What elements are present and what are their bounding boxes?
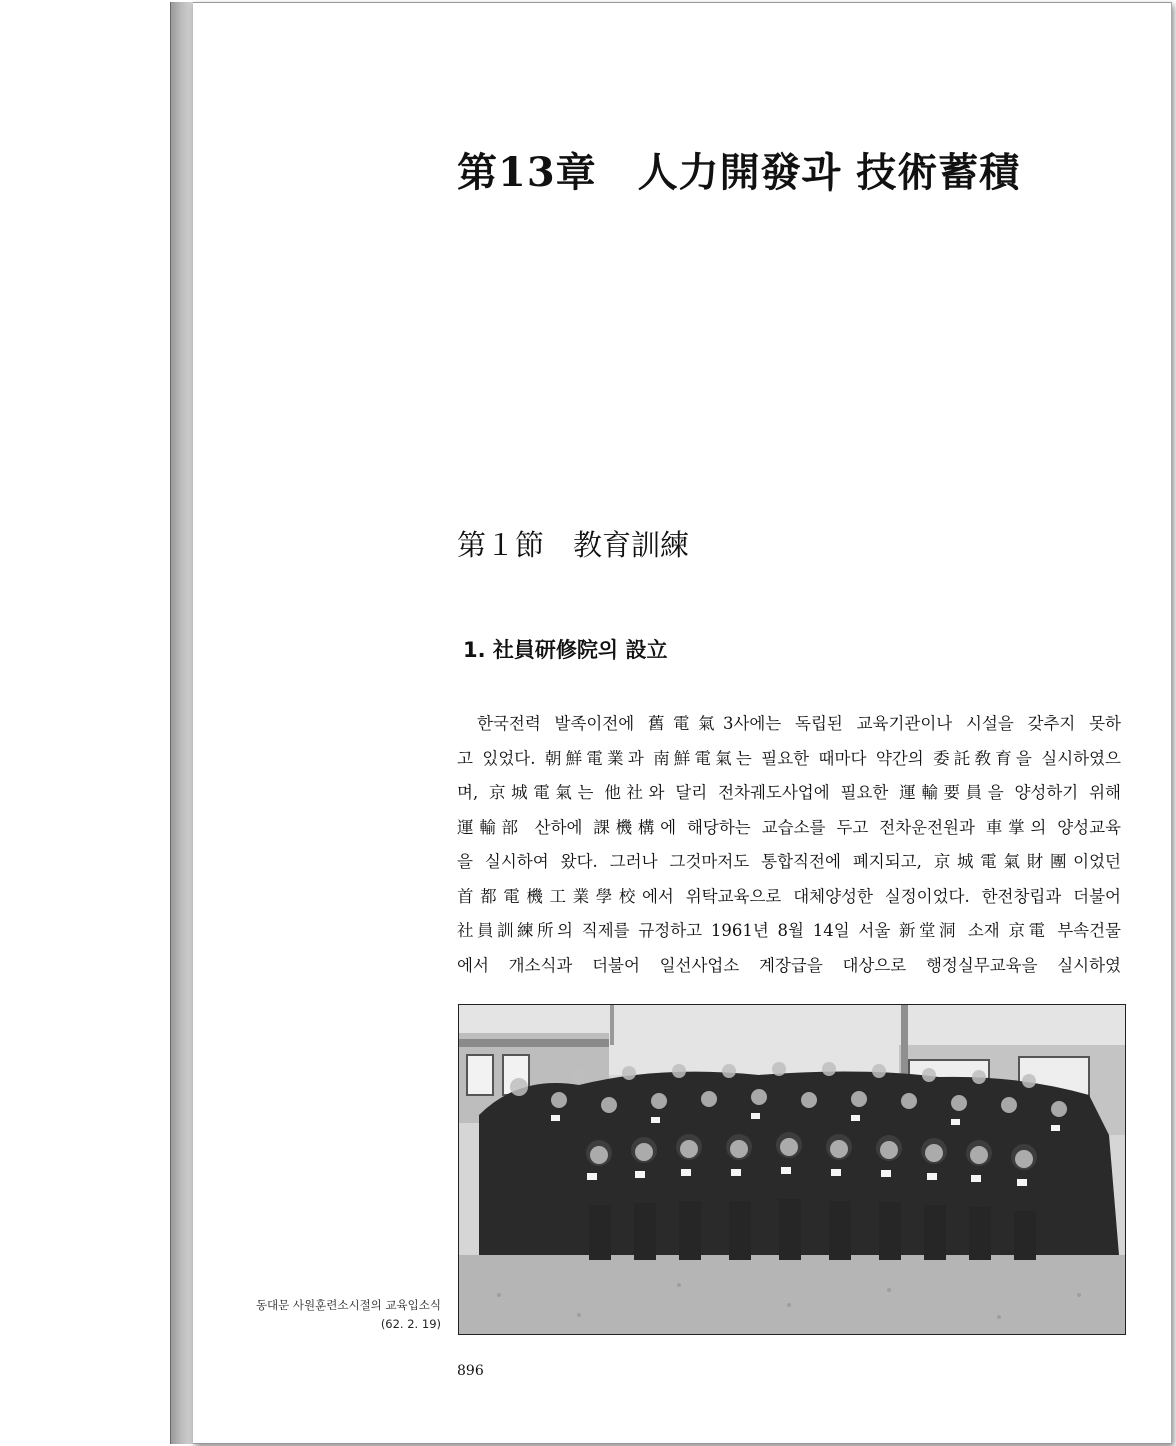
subsection-title: 1. 社員研修院의 設立 xyxy=(463,638,668,662)
body-line: 며, 京城電氣는 他社와 달리 전차궤도사업에 필요한 運輸要員을 양성하기 위해 xyxy=(457,783,1121,802)
body-line: 首都電機工業學校에서 위탁교육으로 대체양성한 실정이었다. 한전창립과 더불어 xyxy=(457,886,1121,906)
chapter-title: 第13章 人力開發과 技術蓄積 xyxy=(457,149,1021,196)
page-number: 896 xyxy=(457,1363,484,1379)
body-line: 고 있었다. 朝鮮電業과 南鮮電氣는 필요한 때마다 약간의 委託敎育을 실시하였으 xyxy=(457,748,1121,768)
body-line: 에서 개소식과 더불어 일선사업소 계장급을 대상으로 행정실무교육을 실시하였 xyxy=(457,955,1121,975)
caption-date: (62. 2. 19) xyxy=(380,1317,441,1331)
body-line: 을 실시하여 왔다. 그러나 그것마저도 통합직전에 폐지되고, 京城電氣財團이었던 xyxy=(457,852,1121,871)
body-paragraph xyxy=(457,707,1121,983)
book-spine-edge xyxy=(170,2,195,1444)
group-photo xyxy=(458,1004,1126,1335)
section-title: 第１節 教育訓練 xyxy=(457,528,690,562)
body-line: 運輸部 산하에 課機構에 해당하는 교습소를 두고 전차운전원과 車掌의 양성교육 xyxy=(457,817,1121,837)
body-line: 한국전력 발족이전에 舊電氣3사에는 독립된 교육기관이나 시설을 갖추지 못하 xyxy=(477,714,1121,733)
book-page xyxy=(193,2,1172,1444)
body-line: 社員訓練所의 직제를 규정하고 1961년 8월 14일 서울 新堂洞 소재 京電 부속건물 xyxy=(457,921,1121,940)
photo-caption xyxy=(225,1296,441,1334)
caption-line: 동대문 사원훈련소시절의 교육입소식 xyxy=(255,1298,441,1312)
